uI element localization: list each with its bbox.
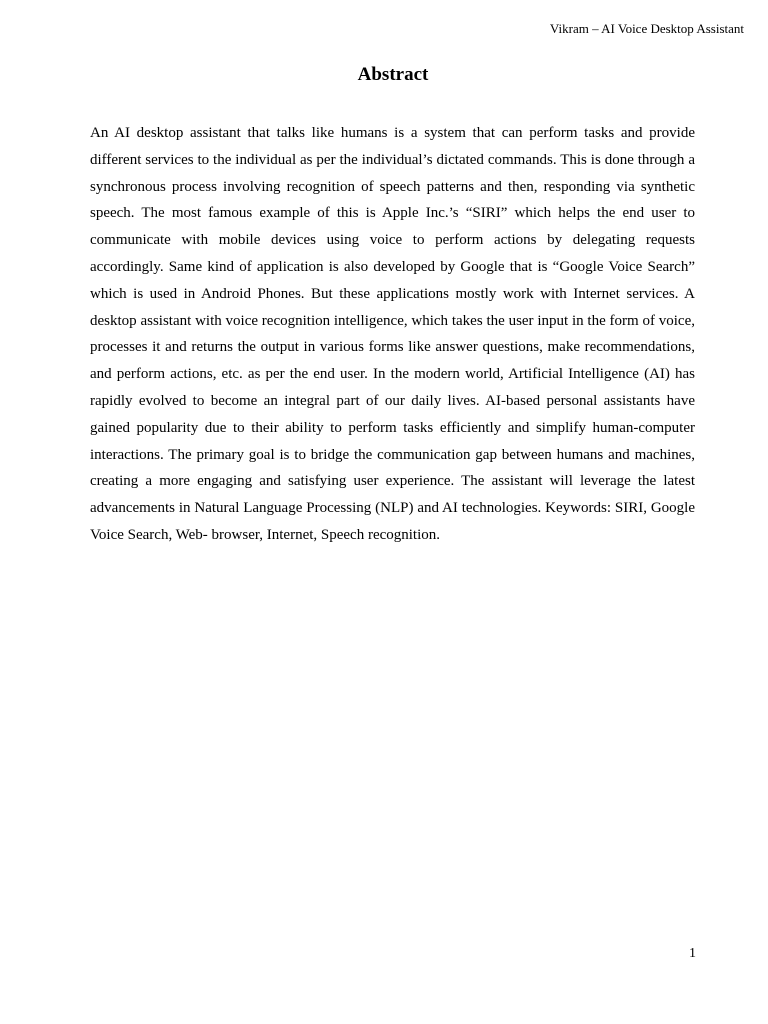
section-title: Abstract: [357, 64, 429, 85]
running-header: Vikram – AI Voice Desktop Assistant: [549, 21, 744, 36]
abstract-paragraph: An AI desktop assistant that talks like humans is a system that can perform tasks and provide different services to the individual as per the individual’s dictated commands. This is done through a synchronous process involving recognition of speech patterns and then, responding via synthetic speech. The most famous example of this is Apple Inc.’s “SIRI” which helps the end user to communicate with mobile devices using voice to perform actions by delegating requests accordingly. Same kind of application is also developed by Google that is “Google Voice Search” which is used in Android Phones. But these applications mostly work with Internet services. A desktop assistant with voice recognition intelligence, which takes the user input in the form of voice, processes it and returns the output in various forms like answer questions, make recommendations, and perform actions, etc. as per the end user. In the modern world, Artificial Intelligence (AI) has rapidly evolved to become an integral part of our daily lives. AI-based personal assistants have gained popularity due to their ability to perform tasks efficiently and simplify human-computer interactions. The primary goal is to bridge the communication gap between humans and machines, creating a more engaging and satisfying user experience. The assistant will leverage the latest advancements in Natural Language Processing (NLP) and AI technologies. Keywords: SIRI, Google Voice Search, Web- browser, Internet, Speech recognition.: [90, 125, 695, 543]
page-number: 1: [689, 946, 696, 961]
